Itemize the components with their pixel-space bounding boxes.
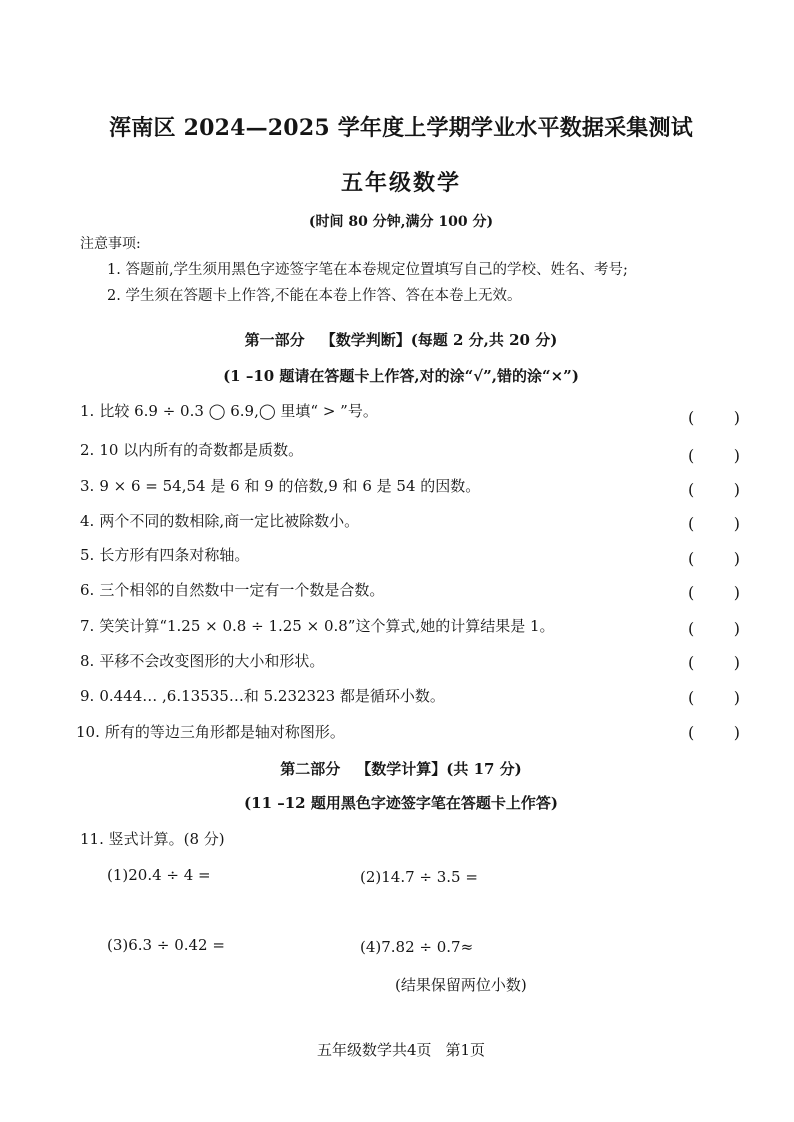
footer-page-number: 第1页 <box>445 1041 486 1059</box>
answer-blank-9 <box>688 688 740 708</box>
question-number: 2. <box>80 441 95 459</box>
question-text: 两个不同的数相除,商一定比被除数小。 <box>99 512 360 530</box>
judgment-question-2 <box>80 440 303 460</box>
question-number: 3. <box>80 477 95 495</box>
blank-close-paren: ) <box>733 619 740 638</box>
question-text: 比较 6.9 ÷ 0.3 ◯ 6.9,◯ 里填“ > ”号。 <box>99 402 378 420</box>
part2-label: 第二部分 <box>280 760 341 778</box>
calc-item-3: (3)6.3 ÷ 0.42 = <box>107 936 225 954</box>
judgment-question-6 <box>80 580 384 600</box>
question-text: 竖式计算。(8 分) <box>108 830 225 848</box>
answer-blank-6 <box>688 583 740 603</box>
answer-blank-2 <box>688 446 740 466</box>
part2-instruction: (11 –12 题用黑色字迹签字笔在答题卡上作答) <box>244 794 558 812</box>
answer-blank-8 <box>688 653 740 673</box>
note-item-2: 2. 学生须在答题卡上作答,不能在本卷上作答、答在本卷上无效。 <box>107 288 522 304</box>
calc-item-2: (2)14.7 ÷ 3.5 = <box>360 868 478 886</box>
blank-close-paren: ) <box>733 723 740 742</box>
blank-close-paren: ) <box>733 408 740 427</box>
answer-blank-4 <box>688 514 740 534</box>
judgment-question-7 <box>80 616 555 636</box>
calc-rounding-note: (结果保留两位小数) <box>395 976 527 994</box>
answer-blank-10 <box>688 723 740 743</box>
blank-open-paren: ( <box>688 583 695 602</box>
question-number: 6. <box>80 581 95 599</box>
judgment-question-3 <box>80 476 480 496</box>
blank-close-paren: ) <box>733 583 740 602</box>
judgment-question-4 <box>80 511 359 531</box>
part1-heading <box>10 330 792 350</box>
question-text: 0.444… ,6.13535…和 5.232323 都是循环小数。 <box>99 687 445 705</box>
judgment-question-8 <box>80 651 324 671</box>
exam-subject: 五年级数学 <box>340 170 461 196</box>
blank-close-paren: ) <box>733 446 740 465</box>
blank-close-paren: ) <box>733 514 740 533</box>
question-text: 平移不会改变图形的大小和形状。 <box>99 652 325 670</box>
judgment-question-1 <box>80 401 378 421</box>
blank-open-paren: ( <box>688 688 695 707</box>
question-number: 7. <box>80 617 95 635</box>
blank-open-paren: ( <box>688 549 695 568</box>
blank-close-paren: ) <box>733 653 740 672</box>
question-text: 长方形有四条对称轴。 <box>99 546 250 564</box>
question-number: 4. <box>80 512 95 530</box>
exam-title: 浑南区 2024—2025 学年度上学期学业水平数据采集测试 <box>109 115 693 141</box>
judgment-question-5 <box>80 545 249 565</box>
part1-label: 第一部分 <box>244 331 305 349</box>
note-item-1: 1. 答题前,学生须用黑色字迹签字笔在本卷规定位置填写自己的学校、姓名、考号; <box>107 262 628 278</box>
question-text: 9 × 6 = 54,54 是 6 和 9 的倍数,9 和 6 是 54 的因数。 <box>99 477 481 495</box>
part2-title: 【数学计算】(共 17 分) <box>356 760 522 778</box>
question-text: 10 以内所有的奇数都是质数。 <box>99 441 304 459</box>
exam-time-score: (时间 80 分钟,满分 100 分) <box>308 214 494 230</box>
footer-total-pages: 五年级数学共4页 <box>316 1041 432 1059</box>
notes-heading: 注意事项: <box>80 236 141 252</box>
blank-close-paren: ) <box>733 549 740 568</box>
blank-close-paren: ) <box>733 480 740 499</box>
part1-instruction: (1 –10 题请在答题卡上作答,对的涂“√”,错的涂“×”) <box>223 367 579 385</box>
judgment-question-9 <box>80 686 445 706</box>
answer-blank-3 <box>688 480 740 500</box>
answer-blank-7 <box>688 619 740 639</box>
blank-open-paren: ( <box>688 480 695 499</box>
answer-blank-5 <box>688 549 740 569</box>
judgment-question-10 <box>76 722 345 742</box>
page-footer <box>10 1040 792 1060</box>
question-number: 8. <box>80 652 95 670</box>
question-text: 三个相邻的自然数中一定有一个数是合数。 <box>99 581 385 599</box>
blank-open-paren: ( <box>688 408 695 427</box>
question-text: 笑笑计算“1.25 × 0.8 ÷ 1.25 × 0.8”这个算式,她的计算结果是 1。 <box>99 617 555 635</box>
answer-blank-1 <box>688 408 740 428</box>
calc-item-1: (1)20.4 ÷ 4 = <box>107 866 211 884</box>
blank-open-paren: ( <box>688 446 695 465</box>
blank-close-paren: ) <box>733 688 740 707</box>
part2-heading <box>10 759 792 779</box>
blank-open-paren: ( <box>688 514 695 533</box>
question-number: 1. <box>80 402 95 420</box>
blank-open-paren: ( <box>688 653 695 672</box>
question-number: 10. <box>76 723 100 741</box>
blank-open-paren: ( <box>688 619 695 638</box>
calc-item-4: (4)7.82 ÷ 0.7≈ <box>360 938 474 956</box>
question-text: 所有的等边三角形都是轴对称图形。 <box>104 723 345 741</box>
question-number: 5. <box>80 546 95 564</box>
question-11 <box>80 829 225 849</box>
question-number: 11. <box>80 830 104 848</box>
blank-open-paren: ( <box>688 723 695 742</box>
part1-title: 【数学判断】(每题 2 分,共 20 分) <box>320 331 558 349</box>
question-number: 9. <box>80 687 95 705</box>
